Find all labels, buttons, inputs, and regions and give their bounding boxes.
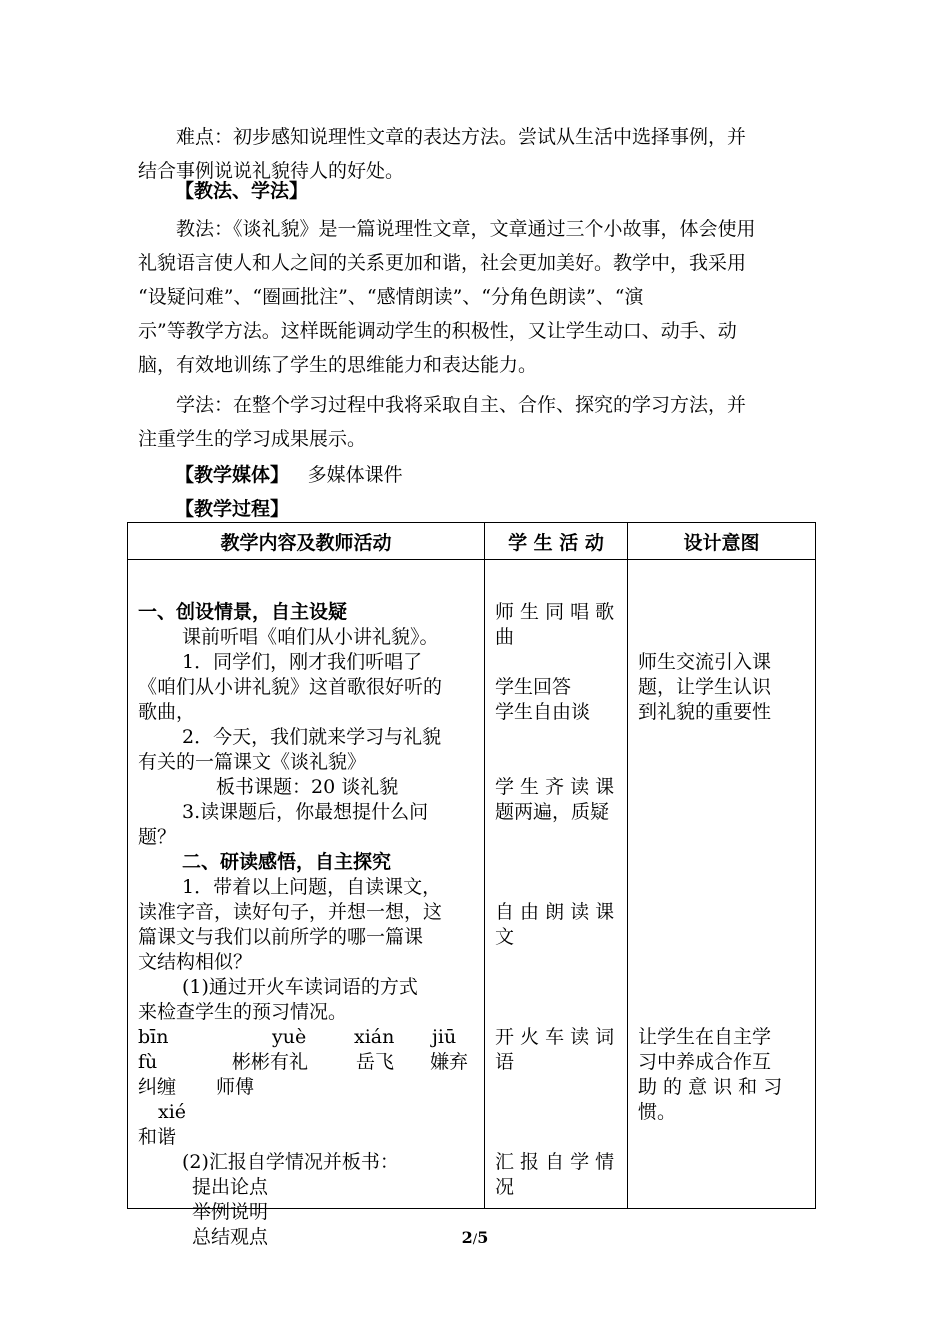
design-intent-text: 惯。 [638,1101,677,1123]
design-intent-text: 习中养成合作互 [638,1051,772,1073]
student-activity-text: 况 [495,1176,515,1198]
media-heading-label: 【教学媒体】 [175,464,290,486]
vocab-word: 纠缠 [138,1076,177,1098]
text-line: 歌曲， [138,701,196,723]
text-line: (2)汇报自学情况并板书： [182,1151,399,1173]
text-line: 1．带着以上问题，自读课文， [182,876,442,898]
teaching-line-3: “设疑问难”、“圈画批注”、“感情朗读”、“分角色朗读”、“演 [138,286,644,308]
text-line: 来检查学生的预习情况。 [138,1001,348,1023]
teaching-line-2: 礼貌语言使人和人之间的关系更加和谐，社会更加美好。教学中，我采用 [138,252,747,274]
table-header-row [128,523,816,560]
methods-heading: 【教法、学法】 [175,180,309,202]
student-activity-text: 开 火 车 读 词 [495,1026,615,1048]
text-line: 课前听唱《咱们从小讲礼貌》。 [182,626,439,648]
student-activity-text: 自 由 朗 读 课 [495,901,615,923]
design-intent-text: 到礼貌的重要性 [638,701,772,723]
vocab-word: 嫌弃 [430,1051,469,1073]
section-2-title: 二、研读感悟，自主探究 [182,851,392,873]
board-item: 提出论点 [192,1176,269,1198]
header-teacher-activity: 教学内容及教师活动 [128,523,485,560]
teacher-activity-cell [128,560,485,1248]
text-line: 《咱们从小讲礼貌》这首歌很好听的 [138,676,443,698]
vocab-word: 师傅 [216,1076,255,1098]
design-intent-text: 师生交流引入课 [638,651,772,673]
difficulty-line-1: 难点：初步感知说理性文章的表达方法。尝试从生活中选择事例，并 [176,126,747,148]
text-line: 有关的一篇课文《谈礼貌》 [138,751,367,773]
lesson-process-table [127,522,816,1248]
pinyin: jiū [432,1026,457,1048]
board-item: 总结观点 [192,1226,269,1248]
pinyin: xié [158,1101,187,1123]
text-line: 文结构相似？ [138,951,253,973]
table-row [128,560,816,1209]
text-line: 3.读课题后，你最想提什么问 [182,801,429,823]
process-heading: 【教学过程】 [175,498,290,520]
learning-line-1: 学法：在整个学习过程中我将采取自主、合作、探究的学习方法，并 [176,394,747,416]
media-value: 多媒体课件 [307,464,403,486]
header-design-intent: 设计意图 [628,523,816,560]
teaching-line-1: 教法：《谈礼貌》是一篇说理性文章，文章通过三个小故事，体会使用 [176,218,756,240]
media-heading [175,460,403,487]
text-line: 2．今天，我们就来学习与礼貌 [182,726,442,748]
text-line: 篇课文与我们以前所学的哪一篇课 [138,926,424,948]
learning-method-paragraph [138,388,828,456]
teaching-line-4: 示”等教学方法。这样既能调动学生的积极性，又让学生动口、动手、动 [138,320,737,342]
board-item: 举例说明 [192,1201,269,1223]
design-intent-text: 让学生在自主学 [638,1026,772,1048]
text-line: 1．同学们，刚才我们听唱了 [182,651,423,673]
difficulty-line-2: 结合事例说说礼貌待人的好处。 [138,160,405,182]
text-line: 题？ [138,826,177,848]
student-activity-text: 语 [495,1051,515,1073]
page-separator: / [472,1232,478,1247]
vocab-word: 岳飞 [356,1051,395,1073]
design-intent-text: 助 的 意 识 和 习 [638,1076,783,1098]
student-activity-text: 文 [495,926,515,948]
text-line: (1)通过开火车读词语的方式 [182,976,418,998]
teaching-method-paragraph [138,212,828,382]
student-activity-cell [485,560,628,1209]
student-activity-text: 师 生 同 唱 歌 [495,601,615,623]
student-activity-text: 学 生 齐 读 课 [495,776,615,798]
section-1-title: 一、创设情景，自主设疑 [138,601,348,623]
pinyin: bīn [138,1026,169,1048]
vocab-word: 彬彬有礼 [232,1051,309,1073]
student-activity-text: 学生自由谈 [495,701,591,723]
header-student-activity: 学 生 活 动 [485,523,628,560]
design-intent-text: 题，让学生认识 [638,676,772,698]
pinyin: xián [354,1026,395,1048]
student-activity-text: 学生回答 [495,676,572,698]
page-number [0,1228,950,1247]
vocab-word: 和谐 [138,1126,177,1148]
pinyin: fù [138,1051,158,1073]
teaching-line-5: 脑，有效地训练了学生的思维能力和表达能力。 [138,354,538,376]
design-intent-cell [628,560,816,1209]
student-activity-text: 题两遍，质疑 [495,801,610,823]
text-line: 读准字音，读好句子，并想一想，这 [138,901,443,923]
page-current: 2 [461,1228,473,1247]
board-title-line: 板书课题：20 谈礼貌 [216,776,399,798]
student-activity-text: 曲 [495,626,515,648]
student-activity-text: 汇 报 自 学 情 [495,1151,615,1173]
page-total: 5 [477,1228,489,1247]
learning-line-2: 注重学生的学习成果展示。 [138,428,367,450]
pinyin: yuè [272,1026,307,1048]
